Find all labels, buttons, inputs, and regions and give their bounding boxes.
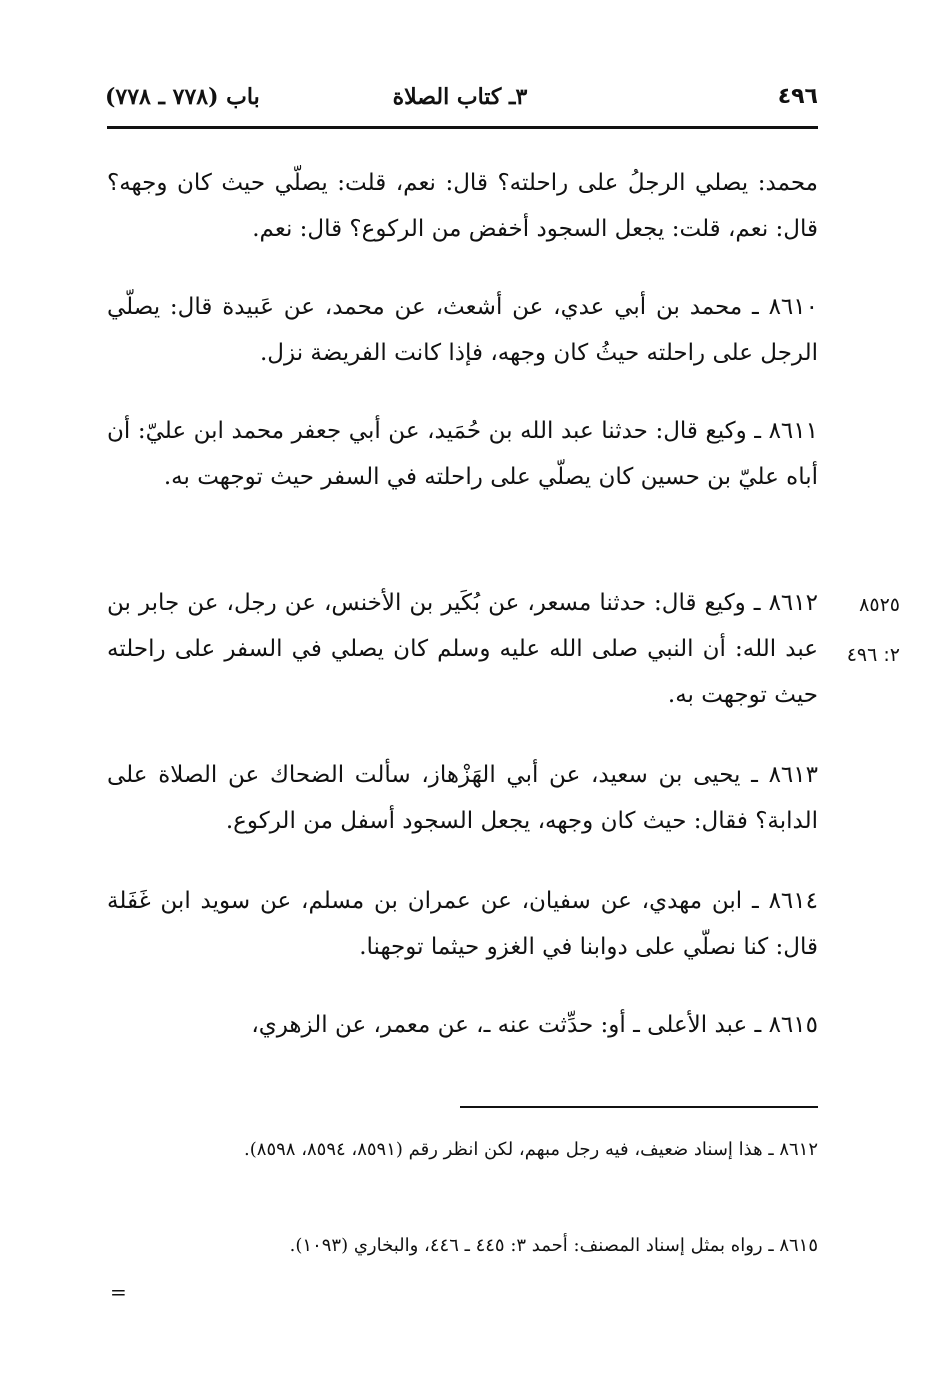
header-rule (107, 126, 818, 129)
paragraph-8610: ٨٦١٠ ـ محمد بن أبي عدي، عن أشعث، عن محمد، عن عَبيدة قال: يصلّي الرجل على راحلته حيثُ كان وجهه، فإذا كانت الفريضة نزل. (107, 294, 818, 366)
paragraph-8614: ٨٦١٤ ـ ابن مهدي، عن سفيان، عن عمران بن مسلم، عن سويد ابن غَفَلة قال: كنا نصلّي على دوابنا في الغزو حيثما توجهنا. (107, 888, 818, 960)
margin-note-8525: ٨٥٢٥ (859, 594, 900, 616)
paragraph-8611: ٨٦١١ ـ وكيع قال: حدثنا عبد الله بن حُمَيد، عن أبي جعفر محمد ابن عليّ: أن أباه عليّ بن حسين كان يصلّي على راحلته في السفر حيث توجهت به. (107, 418, 818, 490)
margin-note-volume-page: ٢: ٤٩٦ (846, 644, 900, 666)
book-title: ٣ـ كتاب الصلاة (392, 84, 528, 110)
paragraph-continuation: محمد: يصلي الرجلُ على راحلته؟ قال: نعم، قلت: يصلّي حيث كان وجهه؟ قال: نعم، قلت: يجعل السجود أخفض من الركوع؟ قال: نعم. (107, 170, 818, 242)
paragraph-8615: ٨٦١٥ ـ عبد الأعلى ـ أو: حدِّثت عنه ـ، عن معمر، عن الزهري، (251, 1012, 818, 1038)
paragraph-8612: ٨٦١٢ ـ وكيع قال: حدثنا مسعر، عن بُكَير بن الأخنس، عن رجل، عن جابر بن عبد الله: أن النبي صلى الله عليه وسلم كان يصلي في السفر على راحلته حيث توجهت به. (107, 590, 818, 708)
continuation-mark: = (110, 1280, 127, 1304)
page-number: ٤٩٦ (777, 84, 818, 109)
footnote-8612: ٨٦١٢ ـ هذا إسناد ضعيف، فيه رجل مبهم، لكن انظر رقم (٨٥٩١، ٨٥٩٤، ٨٥٩٨). (244, 1139, 818, 1160)
footnote-8615: ٨٦١٥ ـ رواه بمثل إسناد المصنف: أحمد ٣: ٤٤٥ ـ ٤٤٦، والبخاري (١٠٩٣). (289, 1235, 818, 1256)
chapter-title: باب (٧٧٨ ـ ٧٧٨) (105, 84, 260, 110)
paragraph-8613: ٨٦١٣ ـ يحيى بن سعيد، عن أبي الهَزْهاز، سألت الضحاك عن الصلاة على الدابة؟ فقال: حيث كان وجهه، يجعل السجود أسفل من الركوع. (107, 762, 818, 834)
footnote-rule (460, 1106, 818, 1108)
